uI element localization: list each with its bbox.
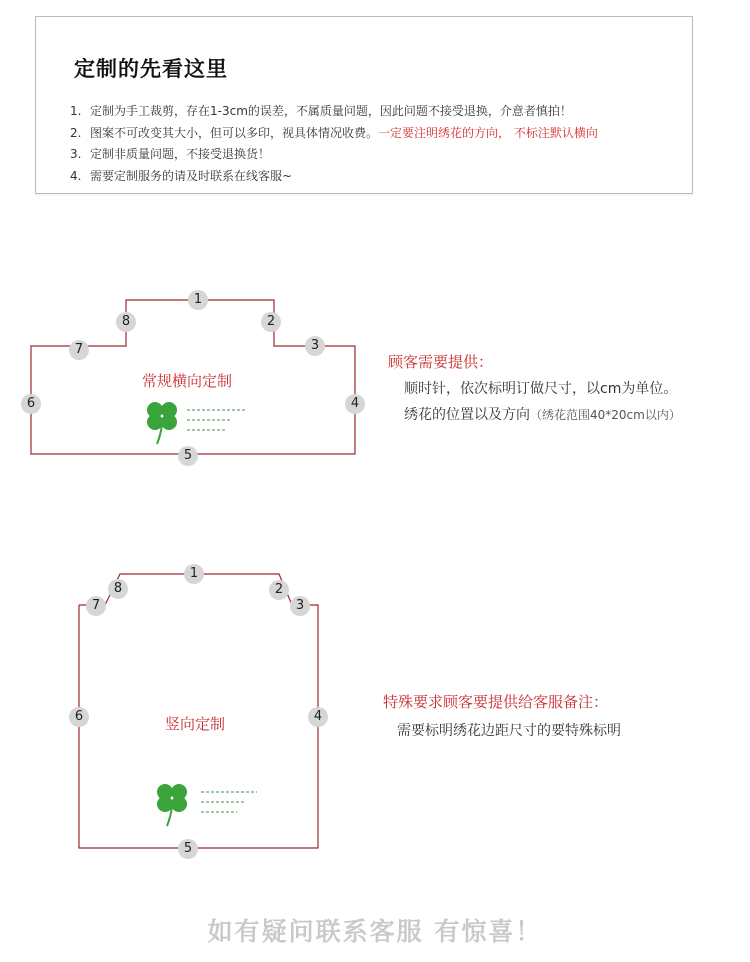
- notice-item-number: 4.: [70, 168, 82, 183]
- vertical-title: 竖向定制: [165, 715, 226, 733]
- notice-item-text: 定制为手工裁剪，存在1-3cm的误差，不属质量问题，因此问题不接受退换，介意者慎拍！: [90, 104, 572, 118]
- horizontal-note-line2-text: 绣花的位置以及方向: [404, 407, 530, 423]
- badge-4: 4: [308, 707, 328, 727]
- horizontal-note: [388, 351, 681, 424]
- badge-4: 4: [345, 394, 365, 414]
- notice-item-number: 2.: [70, 125, 82, 140]
- horizontal-title: 常规横向定制: [142, 372, 233, 390]
- notice-item-number: 3.: [70, 147, 82, 161]
- horizontal-note-line2: [404, 404, 681, 424]
- footer-contact-banner: 如有疑问联系客服 有惊喜！: [207, 917, 543, 946]
- notice-item-text: 需要定制服务的请及时联系在线客服~: [90, 168, 293, 183]
- vertical-note: [383, 691, 621, 740]
- horizontal-note-heading: 顾客需要提供：: [388, 353, 494, 371]
- badge-2: 2: [261, 312, 281, 332]
- badge-7: 7: [86, 596, 106, 616]
- notice-item-highlight: 一定要注明绣花的方向， 不标注默认横向: [378, 125, 598, 140]
- badge-3: 3: [305, 336, 325, 356]
- badge-6: 6: [69, 707, 89, 727]
- badge-8: 8: [108, 579, 128, 599]
- badge-7: 7: [69, 340, 89, 360]
- clover-embroidery-icon: [143, 398, 253, 446]
- badge-5: 5: [178, 446, 198, 466]
- notice-title: 定制的先看这里: [74, 57, 228, 81]
- vertical-note-line1: 需要标明绣花边距尺寸的要特殊标明: [397, 723, 621, 739]
- notice-item-text: 图案不可改变其大小，但可以多印，视具体情况收费。: [90, 125, 379, 140]
- badge-8: 8: [116, 312, 136, 332]
- vertical-note-heading: 特殊要求顾客要提供给客服备注：: [383, 693, 609, 711]
- badge-6: 6: [21, 394, 41, 414]
- notice-item-text: 定制非质量问题，不接受退换货！: [90, 147, 271, 161]
- badge-1: 1: [184, 564, 204, 584]
- horizontal-note-line2-small: （绣花范围40*20cm以内）: [530, 408, 681, 422]
- badge-2: 2: [269, 580, 289, 600]
- badge-1: 1: [188, 290, 208, 310]
- horizontal-note-line1: 顺时针，依次标明订做尺寸，以cm为单位。: [404, 381, 678, 397]
- badge-5: 5: [178, 839, 198, 859]
- badge-3: 3: [290, 596, 310, 616]
- clover-embroidery-icon: [153, 780, 263, 828]
- notice-item-number: 1.: [70, 104, 82, 118]
